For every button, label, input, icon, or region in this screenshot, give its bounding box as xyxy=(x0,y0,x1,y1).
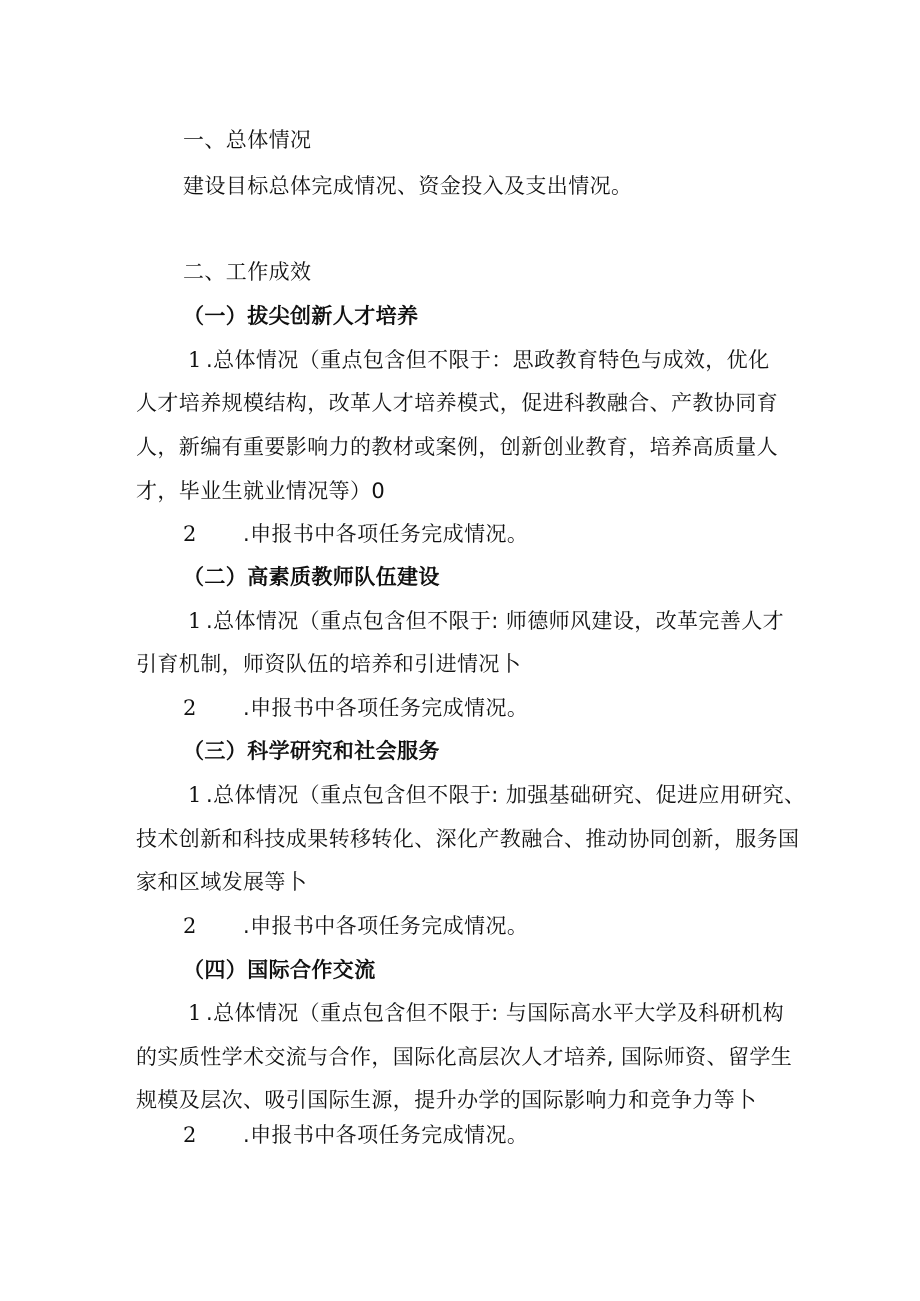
paragraph-line: 引育机制，师资队伍的培养和引进情况卜 xyxy=(136,652,522,676)
list-text: .申报书中各项任务完成情况。 xyxy=(243,1123,529,1147)
list-number: 2 xyxy=(183,914,197,938)
paragraph-line xyxy=(188,781,805,809)
paragraph-line: 技术创新和科技成果转移转化、深化产教融合、推动协同创新，服务国 xyxy=(136,827,800,851)
paragraph-line xyxy=(188,346,769,374)
list-number: 1 xyxy=(188,1001,202,1025)
paragraph-line: 的实质性学术交流与合作，国际化高层次人才培养, 国际师资、留学生 xyxy=(136,1045,793,1069)
paragraph: 建设目标总体完成情况、资金投入及支出情况。 xyxy=(183,174,633,198)
list-number: 2 xyxy=(183,1123,197,1147)
list-text: .申报书中各项任务完成情况。 xyxy=(243,696,529,720)
list-number: 2 xyxy=(183,522,197,546)
list-text: .总体情况（重点包含但不限于: 与国际高水平大学及科研机构 xyxy=(206,1001,785,1025)
paragraph-line: 人，新编有重要影响力的教材或案例，创新创业教育，培养高质量人 xyxy=(136,435,778,459)
paragraph-line xyxy=(183,694,528,722)
paragraph-line xyxy=(183,520,528,548)
paragraph-line xyxy=(188,607,784,635)
paragraph-line: 才，毕业生就业情况等）0 xyxy=(136,479,386,503)
paragraph-line xyxy=(183,912,528,940)
subsection-heading: （三）科学研究和社会服务 xyxy=(183,739,440,763)
list-text: .总体情况（重点包含但不限于: 加强基础研究、促进应用研究、 xyxy=(206,783,806,807)
list-number: 1 xyxy=(188,783,202,807)
list-text: .申报书中各项任务完成情况。 xyxy=(243,522,529,546)
subsection-heading: （一）拔尖创新人才培养 xyxy=(183,304,419,328)
paragraph-line xyxy=(183,1121,528,1149)
list-number: 2 xyxy=(183,696,197,720)
section-heading-results: 二、工作成效 xyxy=(183,260,312,284)
paragraph-line xyxy=(188,999,784,1027)
list-text: .总体情况（重点包含但不限于：思政教育特色与成效，优化 xyxy=(206,348,770,372)
section-heading-overview: 一、总体情况 xyxy=(183,128,312,152)
paragraph-line: 规模及层次、吸引国际生源，提升办学的国际影响力和竞争力等卜 xyxy=(136,1088,757,1112)
subsection-heading: （二）高素质教师队伍建设 xyxy=(183,565,440,589)
list-text: .总体情况（重点包含但不限于: 师德师风建设，改革完善人才 xyxy=(206,609,785,633)
list-text: .申报书中各项任务完成情况。 xyxy=(243,914,529,938)
paragraph-line: 家和区域发展等卜 xyxy=(136,870,308,894)
list-number: 1 xyxy=(188,348,202,372)
subsection-heading: （四）国际合作交流 xyxy=(183,958,376,982)
list-number: 1 xyxy=(188,609,202,633)
paragraph-line: 人才培养规模结构，改革人才培养模式，促进科教融合、产教协同育 xyxy=(136,391,778,415)
